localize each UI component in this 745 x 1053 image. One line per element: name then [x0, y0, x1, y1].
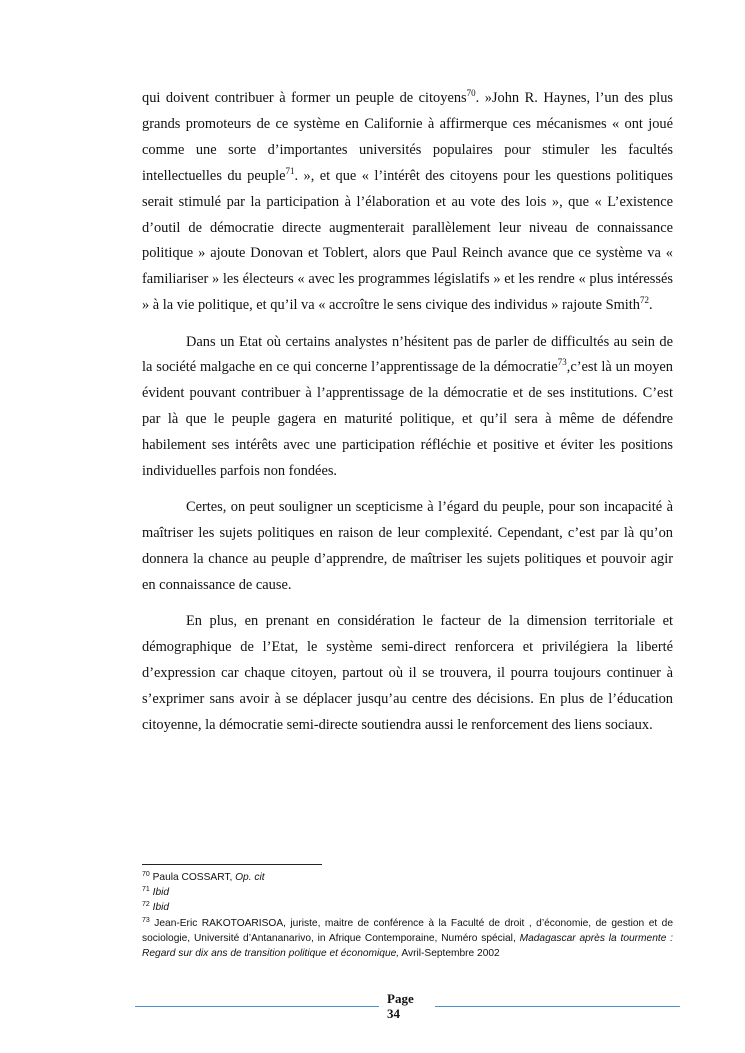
- footnotes: [142, 870, 673, 961]
- footnote-text: Jean-Eric RAKOTOARISOA, juriste, maitre de conférence à la Faculté de droit , d’économie, de gestion et de sociologie, Université d’Antananarivo, in Afrique Contemporaine, Numéro spécial,: [142, 917, 673, 944]
- footnote-number: 72: [142, 901, 150, 909]
- paragraph: [142, 609, 673, 739]
- paragraph: [142, 86, 673, 319]
- page-footer: [135, 990, 680, 1026]
- footnote-italic-text: Ibid: [152, 887, 170, 899]
- paragraph-text: ,c’est là un moyen évident pouvant contribuer à l’apprentissage de la démocratie et de ses institutions. C’est par là que le peuple gagera en maturité politique, et qu’il sera à même de défendre habilement ses intérêts avec une participation réfléchie et positive et éviter les positions individuelles parfois non fondées.: [142, 359, 673, 480]
- footnote-number: 70: [142, 871, 150, 878]
- footnote-number: 73: [142, 916, 150, 924]
- page-number: 34: [387, 1006, 400, 1021]
- paragraph-footnote-ref: 73: [557, 357, 567, 368]
- footer-rule-left: [135, 1006, 379, 1007]
- footnote-number: 71: [142, 886, 150, 894]
- page-number-block: [387, 991, 427, 1021]
- paragraph-footnote-ref: 71: [285, 165, 295, 176]
- footnote: [142, 885, 673, 900]
- page-label: Page: [387, 991, 414, 1006]
- footnote-separator: [142, 864, 322, 865]
- footnote-italic-text: Ibid: [152, 902, 170, 914]
- paragraph-text: Certes, on peut souligner un scepticisme à l’égard du peuple, pour son incapacité à maîtriser les sujets politiques en raison de leur complexité. Cependant, c’est par là qu’on donnera la chance au peuple d’apprendre, de maîtriser les sujets politiques et pouvoir agir en connaissance de cause.: [142, 499, 673, 594]
- paragraph-text: . »John R. Haynes, l’un des plus grands promoteurs de ce système en Californie à affirmerque ces mécanismes « ont joué comme une sorte d’importantes universités populaires pour stimuler les facultés intellectuelles du peuple: [142, 90, 673, 184]
- footnote-italic-text: Madagascar après la tourmente : Regard sur dix ans de transition politique et économique,: [142, 932, 673, 960]
- footnote-text: Paula COSSART,: [152, 872, 236, 883]
- paragraph-footnote-ref: 70: [466, 88, 476, 98]
- paragraph-text: En plus, en prenant en considération le facteur de la dimension territoriale et démographique de l’Etat, le système semi-direct renforcera et privilégiera la liberté d’expression car chaque citoyen, partout où il se trouvera, il pourra toujours continuer à s’exprimer sans avoir à se déplacer jusqu’au centre des décisions. En plus de l’éducation citoyenne, la démocratie semi-directe soutiendra aussi le renforcement des liens sociaux.: [142, 613, 673, 734]
- footnote: [142, 900, 673, 915]
- paragraph: [142, 330, 673, 485]
- paragraph: [142, 495, 673, 599]
- footnote-text: Avril-Septembre 2002: [399, 948, 500, 960]
- paragraph-footnote-ref: 72: [639, 295, 649, 306]
- paragraph-text: .: [648, 297, 653, 314]
- footnote-italic-text: Op. cit: [235, 872, 265, 883]
- body-text: [142, 86, 673, 739]
- footnote: [142, 916, 673, 962]
- footer-rule-right: [435, 1006, 680, 1007]
- paragraph-text: . », et que « l’intérêt des citoyens pour les questions politiques serait stimulé par la participation à l’élaboration et au vote des lois », que « L’existence d’outil de démocratie directe augmenterait parallèlement leur niveau de connaissance politique » ajoute Donovan et Toblert, alors que Paul Reinch avance que ce système va « familiariser » les électeurs « avec les programmes législatifs » et les rendre « plus intéressés » à la vie politique, et qu’il va « accroître le sens civique des individus » rajoute Smith: [142, 167, 673, 314]
- paragraph-text: Dans un Etat où certains analystes n’hésitent pas de parler de difficultés au sein de la société malgache en ce qui concerne l’apprentissage de la démocratie: [142, 333, 673, 376]
- footnote: [142, 870, 673, 885]
- paragraph-text: qui doivent contribuer à former un peuple de citoyens: [142, 90, 467, 106]
